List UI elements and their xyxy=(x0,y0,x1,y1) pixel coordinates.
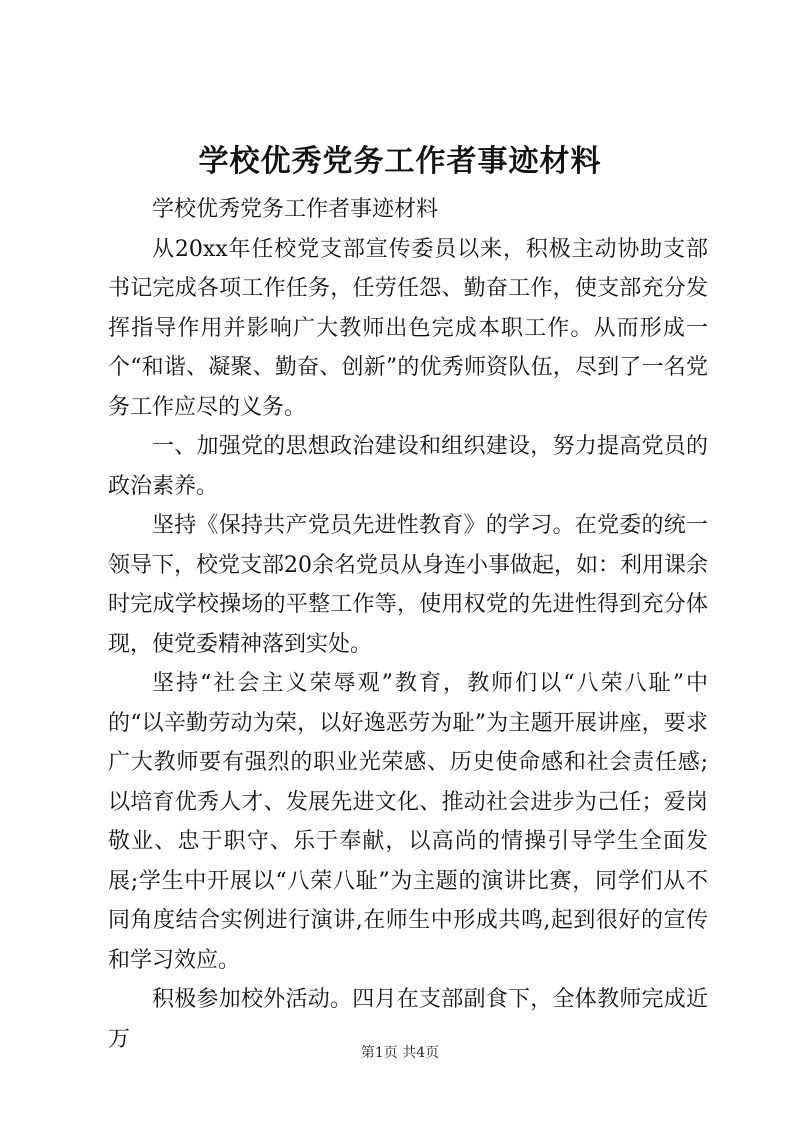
paragraph-section-heading: 一、加强党的思想政治建设和组织建设，努力提高党员的政治素养。 xyxy=(108,434,708,499)
paragraph-subtitle: 学校优秀党务工作者事迹材料 xyxy=(152,197,439,222)
document-body xyxy=(108,190,708,1059)
paragraph-study: 坚持《保持共产党员先进性教育》的学习。在党委的统一领导下，校党支部20余名党员从身连小事做起，如：利用课余时完成学校操场的平整工作等，使用权党的先进性得到充分体现，使党委精神落到实处。 xyxy=(108,513,708,657)
paragraph-outside-activities: 积极参加校外活动。四月在支部副食下，全体教师完成近万 xyxy=(108,987,708,1052)
page-footer: 第1页 共4页 xyxy=(360,1045,440,1061)
paragraph-honor-education: 坚持“社会主义荣辱观”教育，教师们以“八荣八耻”中的“以辛勤劳动为荣，以好逸恶劳为耻”为主题开展讲座，要求广大教师要有强烈的职业光荣感、历史使命感和社会责任感;以培育优秀人才、发展先进文化、推动社会进步为己任；爱岗敬业、忠于职守、乐于奉献，以高尚的情操引导学生全面发展;学生中开展以“八荣八耻”为主题的演讲比赛，同学们从不同角度结合实例进行演讲,在师生中形成共鸣,起到很好的宣传和学习效应。 xyxy=(108,671,708,973)
document-title: 学校优秀党务工作者事迹材料 xyxy=(198,144,602,179)
paragraph-intro: 从20xx年任校党支部宣传委员以来，积极主动协助支部书记完成各项工作任务，任劳任怨、勤奋工作，使支部充分发挥指导作用并影响广大教师出色完成本职工作。从而形成一个“和谐、凝聚、勤奋、创新”的优秀师资队伍，尽到了一名党务工作应尽的义务。 xyxy=(108,236,708,420)
